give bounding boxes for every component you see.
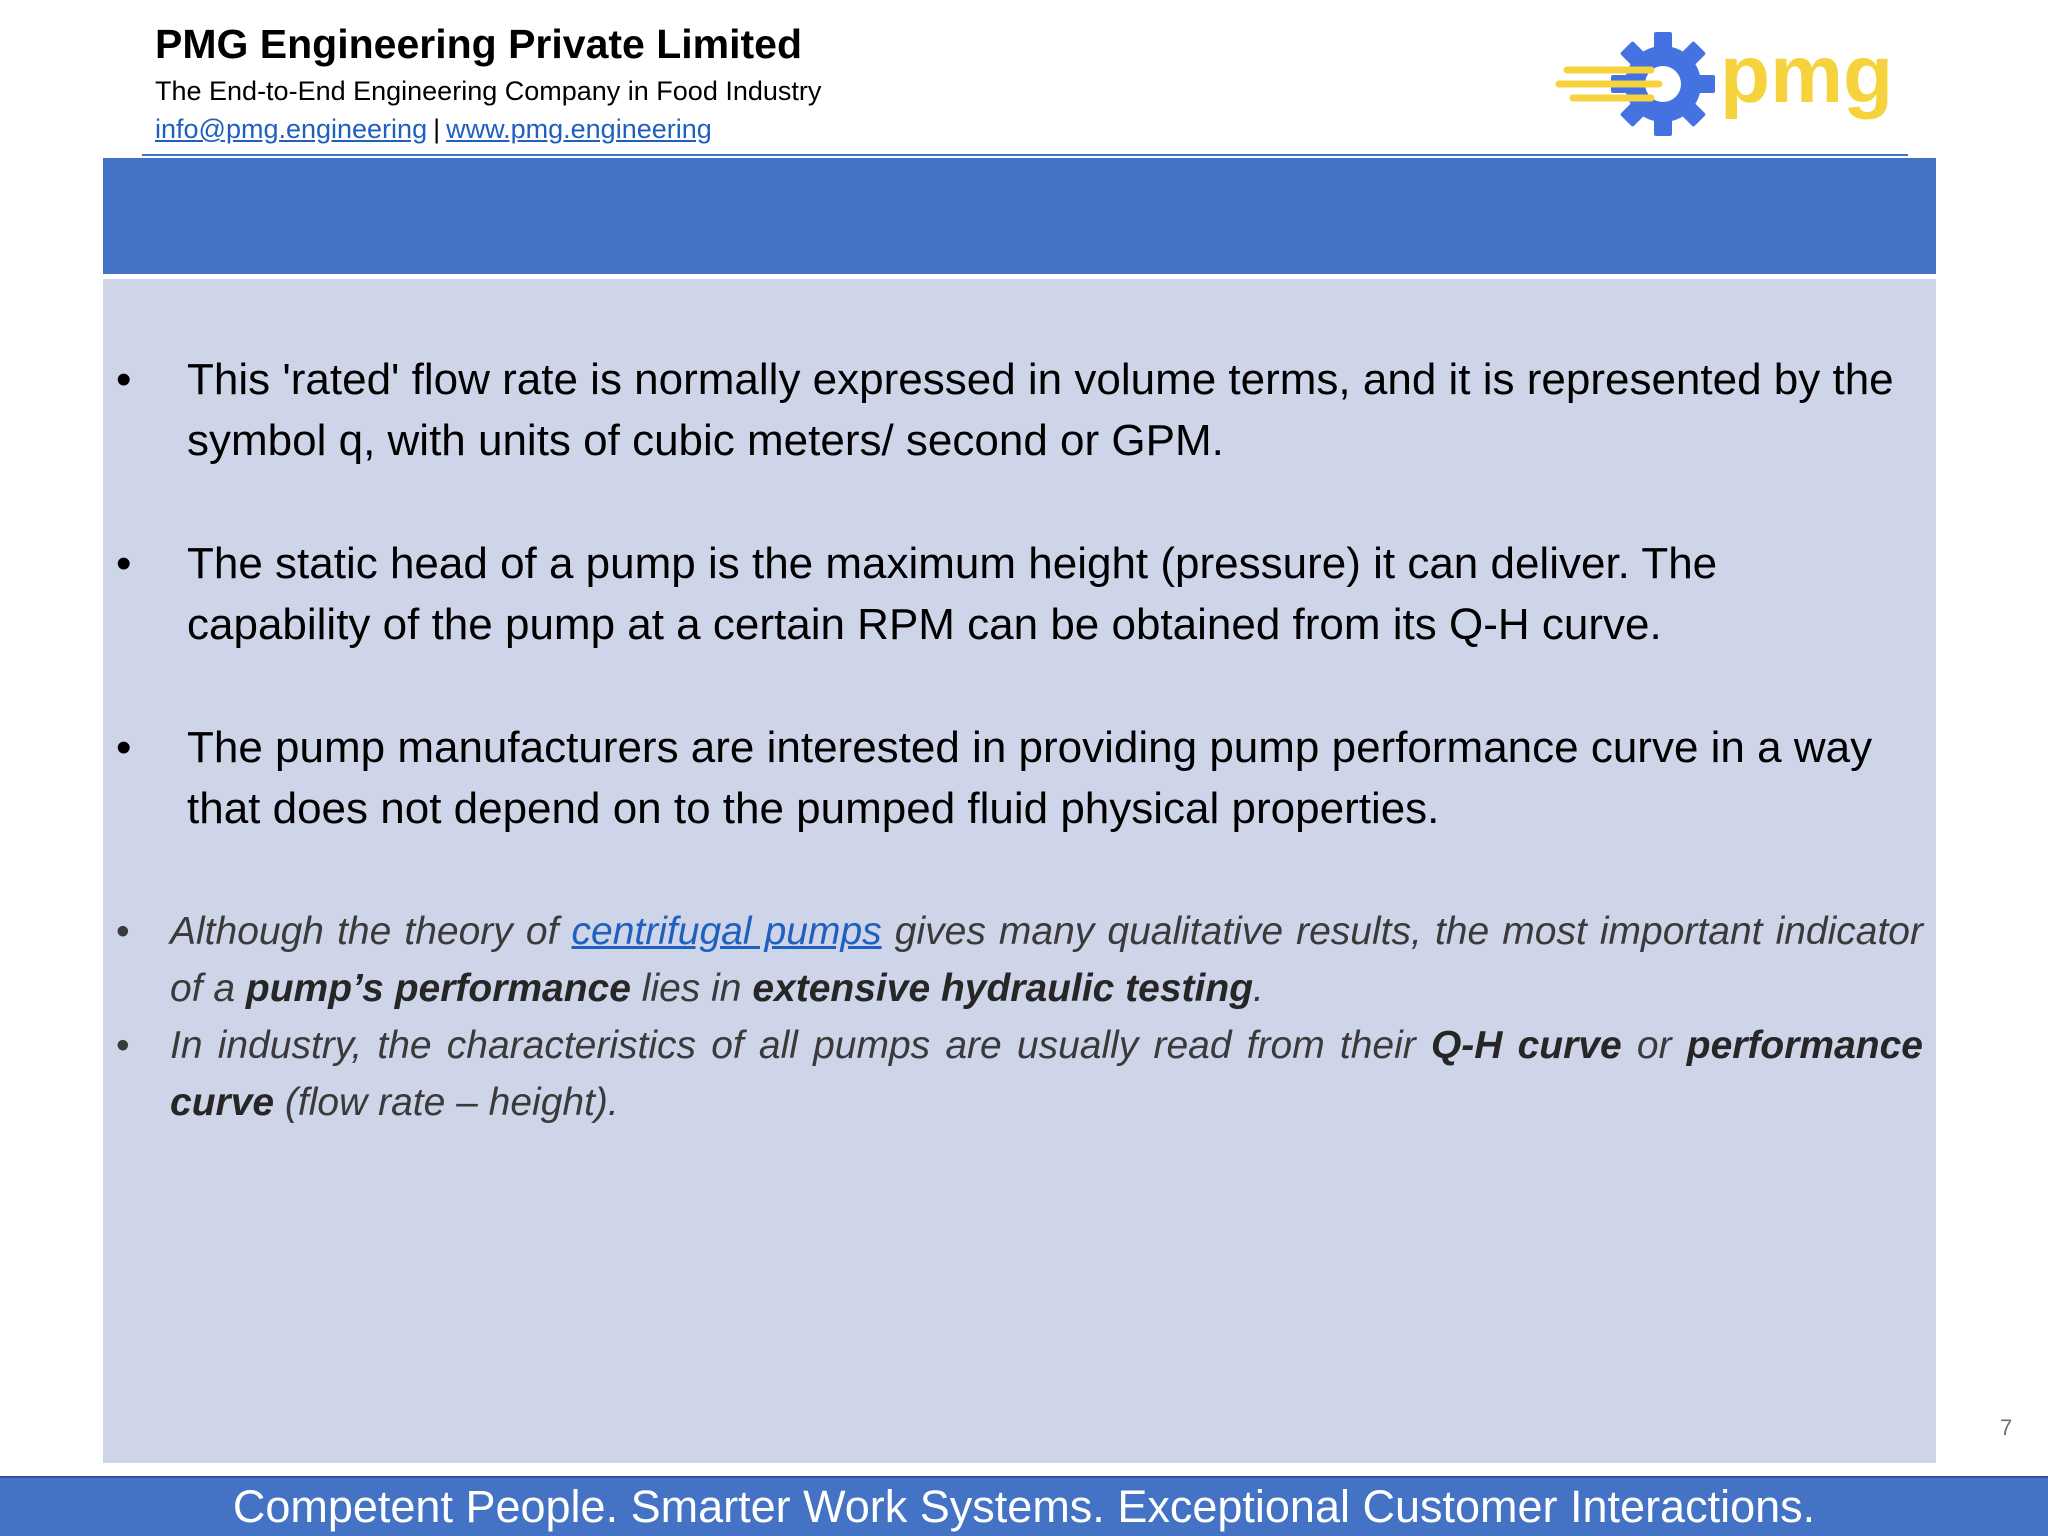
header bbox=[155, 18, 821, 148]
contact-separator: | bbox=[433, 114, 441, 144]
bullet-marker: • bbox=[116, 1024, 130, 1067]
bullet-item bbox=[103, 903, 1936, 1017]
centrifugal-pumps-link[interactable]: centrifugal pumps bbox=[571, 910, 882, 953]
logo-text: pmg bbox=[1720, 29, 1894, 120]
bold-text: pump’s performance bbox=[245, 967, 631, 1010]
company-name: PMG Engineering Private Limited bbox=[155, 21, 803, 67]
footer-slogan: Competent People. Smarter Work Systems. Exceptional Customer Interactions. bbox=[232, 1481, 1816, 1532]
company-tagline: The End-to-End Engineering Company in Food Industry bbox=[155, 76, 822, 106]
header-divider bbox=[142, 154, 1908, 156]
bullet-text: (flow rate – height). bbox=[274, 1081, 619, 1124]
title-band bbox=[103, 158, 1936, 274]
bold-text: Q-H curve bbox=[1430, 1024, 1622, 1067]
bullet-text: or bbox=[1621, 1024, 1687, 1067]
main-bullet-list bbox=[103, 349, 1936, 901]
company-logo bbox=[1555, 22, 1915, 142]
bold-text: extensive hydraulic testing bbox=[752, 967, 1254, 1010]
bullet-item bbox=[103, 533, 1936, 655]
bullet-marker: • bbox=[116, 355, 132, 404]
bullet-text: The static head of a pump is the maximum height (pressure) it can deliver. The capability of the pump at a certain RPM can be obtained from its Q-H curve. bbox=[187, 539, 1718, 649]
bullet-marker: • bbox=[116, 910, 130, 953]
bullet-text: . bbox=[1253, 967, 1264, 1010]
bullet-text: This 'rated' flow rate is normally expressed in volume terms, and it is represented by the symbol q, with units of cubic meters/ second or GPM. bbox=[187, 355, 1894, 465]
bullet-item bbox=[103, 717, 1936, 839]
bullet-text: In industry, the characteristics of all pumps are usually read from their bbox=[170, 1024, 1431, 1067]
page-number: 7 bbox=[2000, 1415, 2013, 1440]
bullet-marker: • bbox=[116, 723, 132, 772]
website-link[interactable]: www.pmg.engineering bbox=[446, 114, 712, 144]
bullet-text: gives many qualitative results, the most important indicator of a bbox=[170, 910, 1923, 1010]
contact-line bbox=[155, 110, 821, 148]
content-panel bbox=[103, 279, 1936, 1463]
bullet-text: Although the theory of bbox=[170, 910, 572, 953]
bold-text: performance curve bbox=[170, 1024, 1923, 1124]
bullet-marker: • bbox=[116, 539, 132, 588]
email-link[interactable]: info@pmg.engineering bbox=[155, 114, 428, 144]
bullet-item bbox=[103, 1017, 1936, 1131]
bullet-item bbox=[103, 349, 1936, 471]
bullet-text: The pump manufacturers are interested in providing pump performance curve in a way that does not depend on to the pumped fluid physical properties. bbox=[187, 723, 1873, 833]
secondary-bullet-list bbox=[103, 903, 1936, 1131]
bullet-text: lies in bbox=[630, 967, 753, 1010]
